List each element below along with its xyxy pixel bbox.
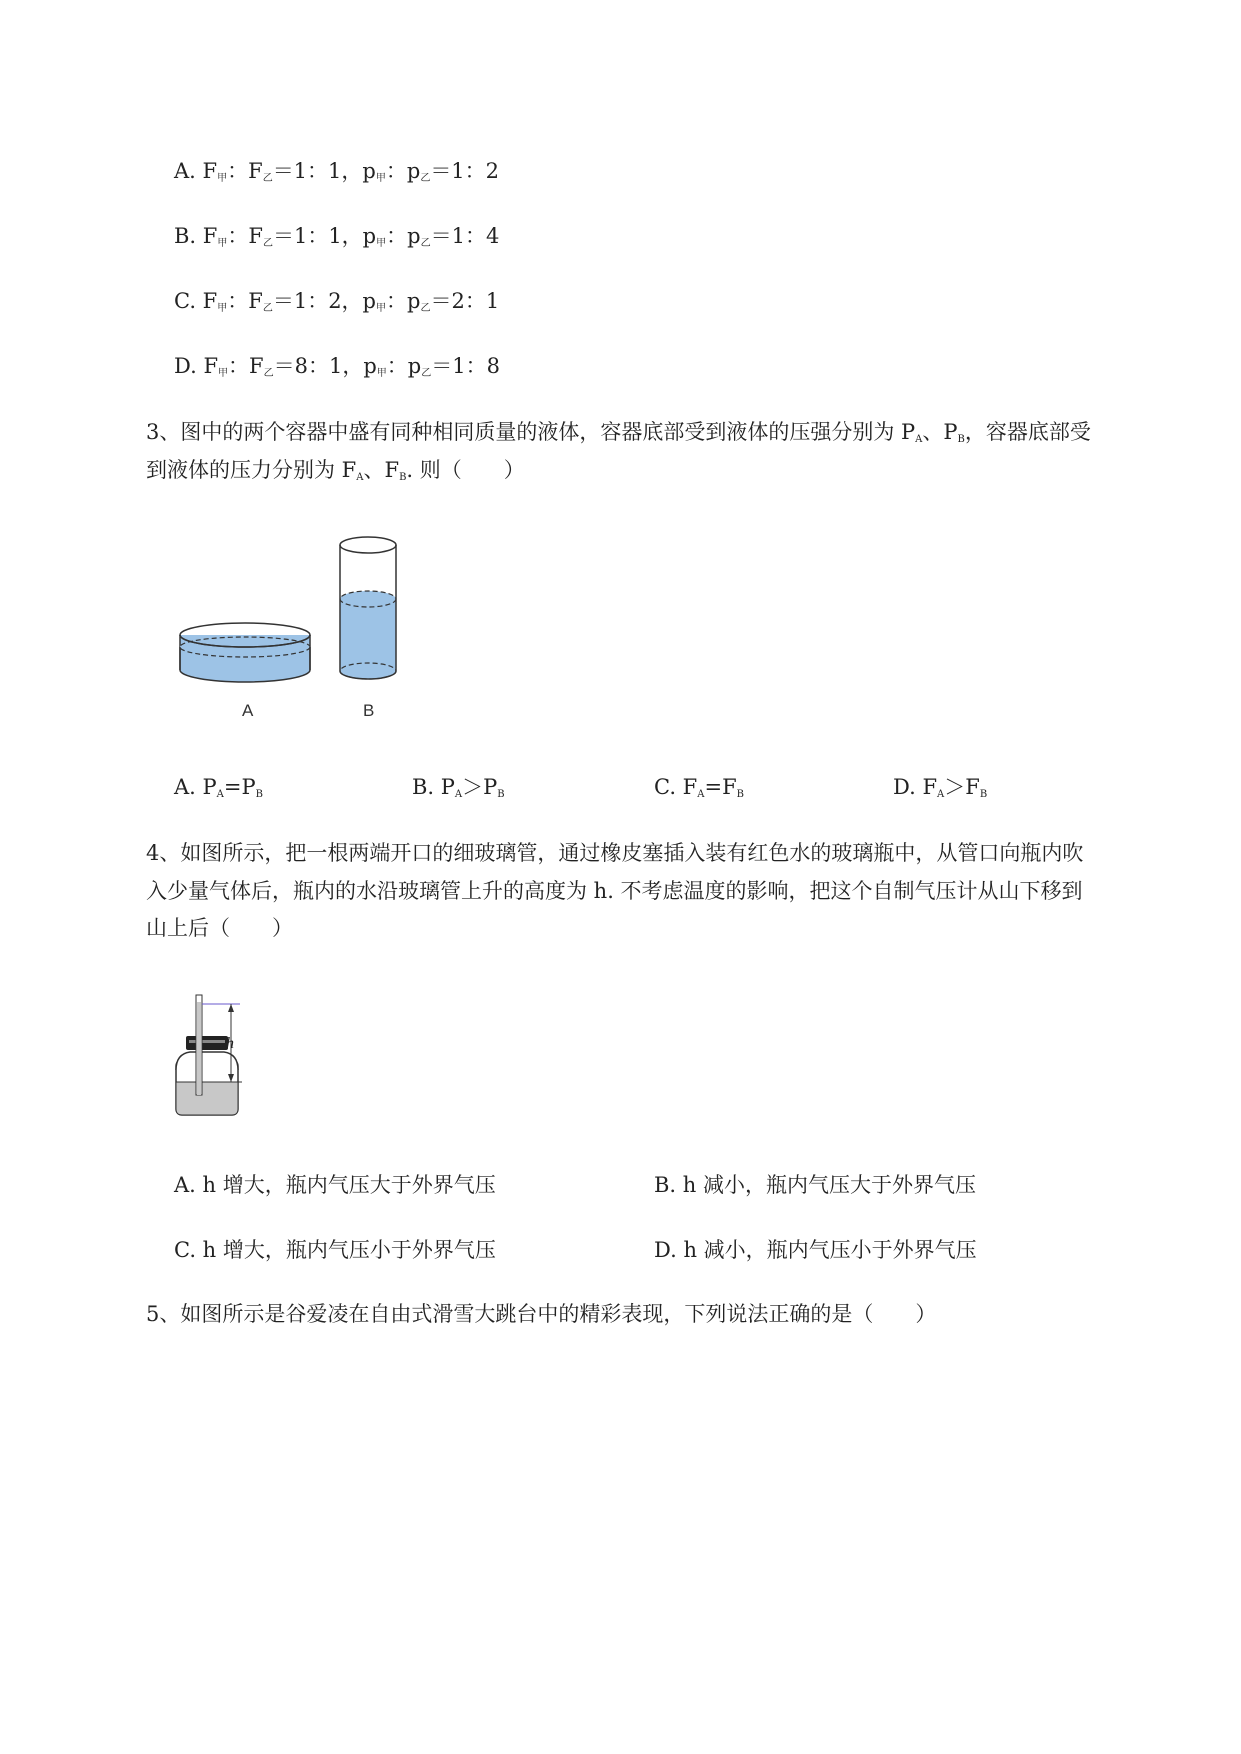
container-b-label: B xyxy=(363,701,375,720)
question-4-line-3: 山上后（ ） xyxy=(146,916,293,940)
question-4-option-a: A. h 增大，瓶内气压大于外界气压 xyxy=(174,1173,496,1197)
question-3-option-d: D. $F_A>F_B$ xyxy=(893,775,988,800)
question-4-option-b: B. h 减小，瓶内气压大于外界气压 xyxy=(654,1173,976,1197)
question-3-line-2: 到液体的压力分别为 $F_A$、$F_B$. 则（ ） xyxy=(146,458,525,483)
containers-figure xyxy=(170,535,430,730)
question-2-option-a: A. $F_甲$：$F_乙=1$：1，$p_甲$：$p_乙=1$：2 xyxy=(174,159,500,184)
question-3-option-b: B. $P_A>P_B$ xyxy=(412,775,505,800)
question-5-line-1: 5、如图所示是谷爱凌在自由式滑雪大跳台中的精彩表现，下列说法正确的是（ ） xyxy=(146,1302,937,1326)
question-4-option-d: D. h 减小，瓶内气压小于外界气压 xyxy=(654,1238,977,1262)
question-4-line-1: 4、如图所示，把一根两端开口的细玻璃管，通过橡皮塞插入装有红色水的玻璃瓶中，从管口向瓶内吹 xyxy=(146,841,1084,865)
question-2-option-d: D. $F_甲$：$F_乙=8$：1，$p_甲$：$p_乙=1$：8 xyxy=(174,354,500,379)
container-a xyxy=(180,623,310,682)
question-2-option-c: C. $F_甲$：$F_乙=1$：2，$p_甲$：$p_乙=2$：1 xyxy=(174,289,500,314)
barometer-figure xyxy=(168,990,278,1130)
question-3-option-c: C. $F_A=F_B$ xyxy=(654,775,745,800)
question-3-option-a: A. $P_A=P_B$ xyxy=(174,775,263,800)
question-4-option-c: C. h 增大，瓶内气压小于外界气压 xyxy=(174,1238,496,1262)
height-h-label: h xyxy=(226,1035,234,1052)
container-b xyxy=(340,537,396,679)
question-3-line-1: 3、图中的两个容器中盛有同种相同质量的液体，容器底部受到液体的压强分别为 $P_A$、$P_B$，容器底部受 xyxy=(146,420,1091,445)
question-4-line-2: 入少量气体后，瓶内的水沿玻璃管上升的高度为 h. 不考虑温度的影响，把这个自制气压计从山下移到 xyxy=(146,879,1083,903)
container-a-label: A xyxy=(242,701,254,720)
question-2-option-b: B. $F_甲$：$F_乙=1$：1，$p_甲$：$p_乙=1$：4 xyxy=(174,224,500,249)
